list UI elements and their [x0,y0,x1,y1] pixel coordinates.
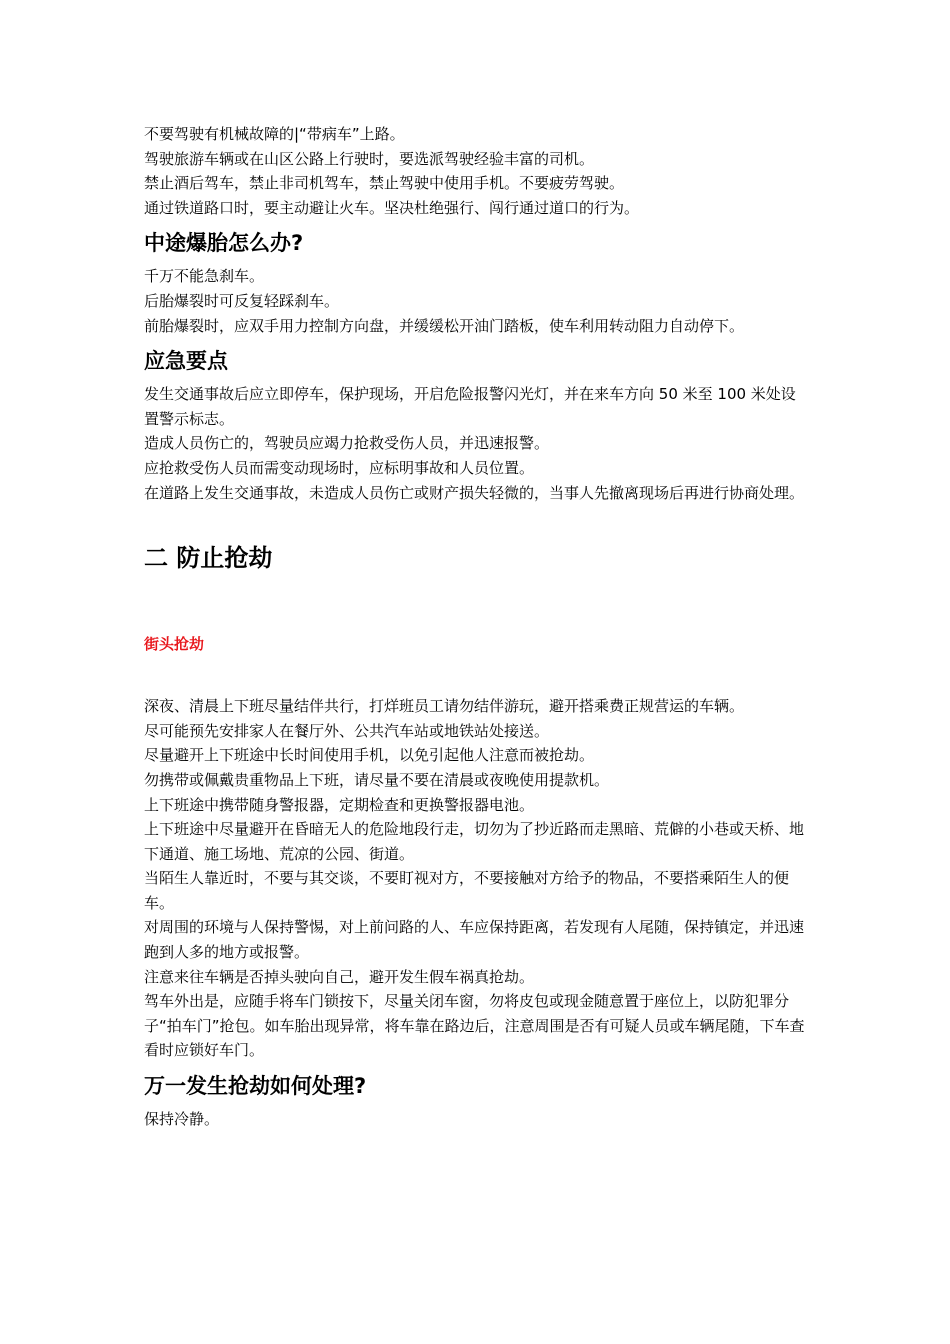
paragraph: 深夜、清晨上下班尽量结伴共行，打烊班员工请勿结伴游玩，避开搭乘费正规营运的车辆。 [144,697,745,716]
section-heading: 中途爆胎怎么办? [144,231,304,256]
paragraph: 勿携带或佩戴贵重物品上下班，请尽量不要在清晨或夜晚使用提款机。 [144,770,610,789]
paragraph: 应抢救受伤人员而需变动现场时，应标明事故和人员位置。 [144,458,535,477]
paragraph: 尽可能预先安排家人在餐厅外、公共汽车站或地铁站处接送。 [144,721,550,740]
paragraph: 后胎爆裂时可反复轻踩刹车。 [144,291,340,310]
paragraph: 上下班途中携带随身警报器，定期检查和更换警报器电池。 [144,795,535,814]
paragraph: 千万不能急刹车。 [144,267,265,286]
subsection-heading: 街头抢劫 [144,635,205,654]
document-page [144,122,810,1132]
section-heading: 应急要点 [144,349,228,374]
robbery-section [144,541,810,1063]
paragraph: 尽量避开上下班途中长时间使用手机，以免引起他人注意而被抢劫。 [144,746,595,765]
paragraph: 上下班途中尽量避开在昏暗无人的危险地段行走，切勿为了抄近路而走黑暗、荒僻的小巷或天桥、地下通道、施工场地、荒凉的公园、街道。 [144,820,805,863]
paragraph: 驾驶旅游车辆或在山区公路上行驶时，要选派驾驶经验丰富的司机。 [144,149,595,168]
robbery-response-section [144,1071,810,1132]
paragraph: 当陌生人靠近时，不要与其交谈，不要盯视对方，不要接触对方给予的物品，不要搭乘陌生人的便车。 [144,869,790,912]
paragraph: 造成人员伤亡的，驾驶员应竭力抢救受伤人员，并迅速报警。 [144,434,550,453]
paragraph: 通过铁道路口时，要主动避让火车。坚决杜绝强行、闯行通过道口的行为。 [144,198,640,217]
paragraph: 前胎爆裂时，应双手用力控制方向盘，并缓缓松开油门踏板，使车利用转动阻力自动停下。 [144,316,745,335]
driving-rules-section [144,122,810,220]
paragraph: 在道路上发生交通事故，未造成人员伤亡或财产损失轻微的，当事人先撤离现场后再进行协商处理。 [144,483,805,502]
section-heading: 万一发生抢劫如何处理? [144,1074,367,1099]
chapter-heading: 二 防止抢劫 [144,544,273,573]
paragraph: 发生交通事故后应立即停车，保护现场，开启危险报警闪光灯，并在来车方向 50 米至 100 米处设置警示标志。 [144,385,796,428]
paragraph: 不要驾驶有机械故障的|“带病车”上路。 [144,125,405,143]
emergency-section [144,346,810,505]
paragraph: 驾车外出是，应随手将车门锁按下，尽量关闭车窗，勿将皮包或现金随意置于座位上，以防犯罪分子“拍车门”抢包。如车胎出现异常，将车靠在路边后，注意周围是否有可疑人员或车辆尾随，下车查看时应锁好车门。 [144,992,805,1060]
paragraph: 注意来往车辆是否掉头驶向自己，避开发生假车祸真抢劫。 [144,967,535,986]
paragraph: 禁止酒后驾车，禁止非司机驾车，禁止驾驶中使用手机。不要疲劳驾驶。 [144,174,625,193]
paragraph: 保持冷静。 [144,1110,220,1129]
tire-burst-section [144,228,810,338]
paragraph: 对周围的环境与人保持警惕，对上前问路的人、车应保持距离，若发现有人尾随，保持镇定，并迅速跑到人多的地方或报警。 [144,918,805,962]
